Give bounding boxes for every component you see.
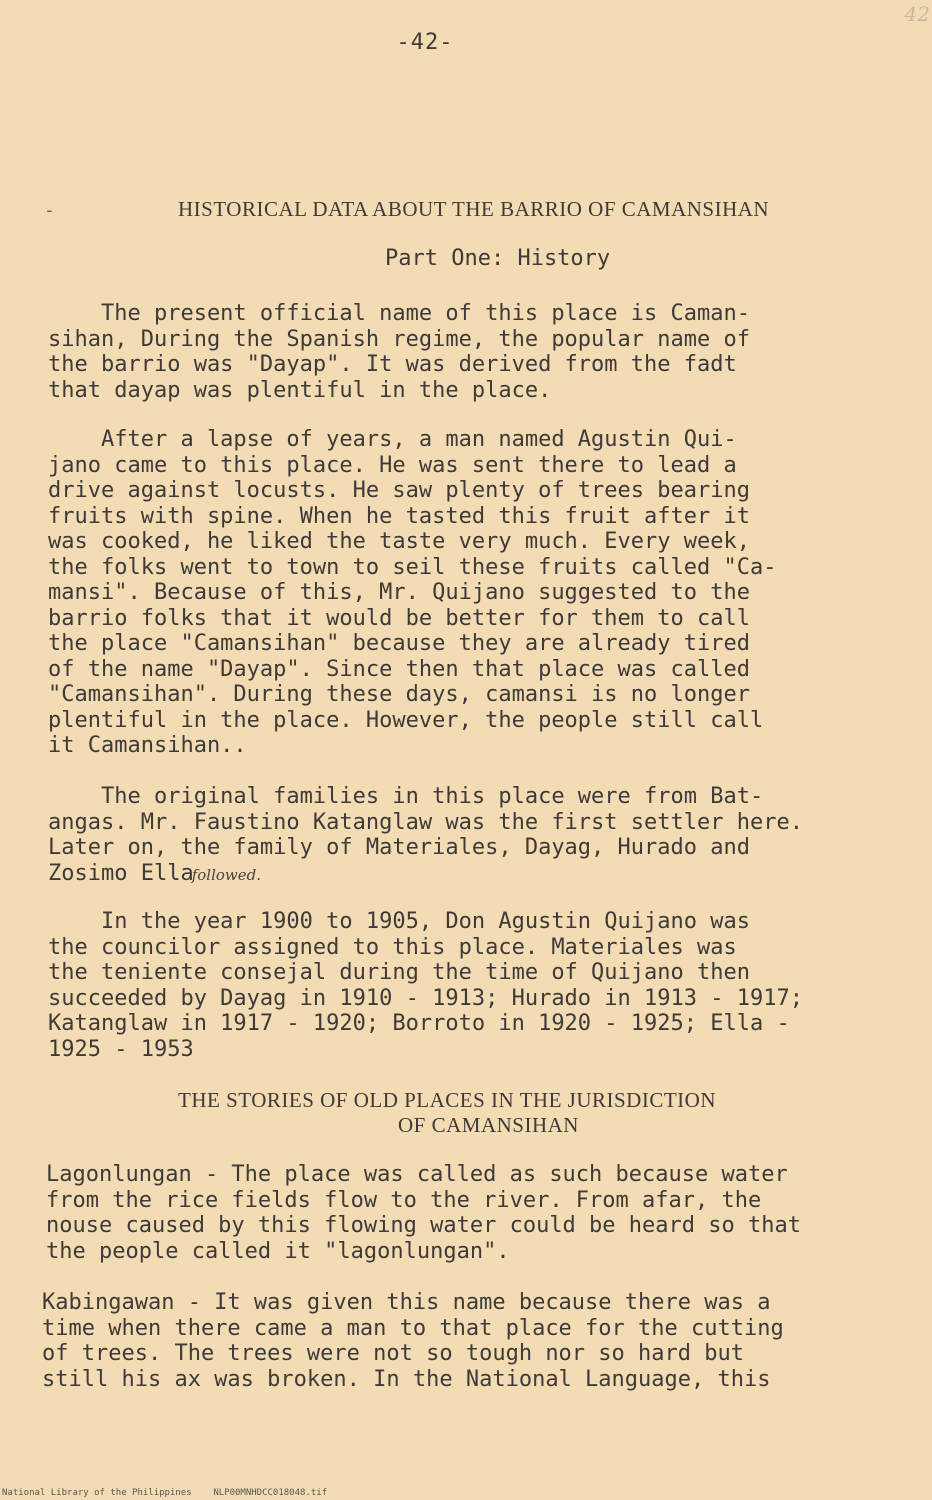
section-title-old-places [178, 1088, 716, 1138]
paragraph-original-families [48, 784, 908, 888]
document-title: HISTORICAL DATA ABOUT THE BARRIO OF CAMANSIHAN [178, 197, 770, 221]
page-number: -42- [396, 30, 454, 55]
section-title-line-1: THE STORIES OF OLD PLACES IN THE JURISDICTION [178, 1088, 716, 1112]
families-text: The original families in this place were from Bat- angas. Mr. Faustino Katanglaw was the first settler here. Later on, the family of Materiales, Dayag, Hurado and Zosimo Ella [48, 784, 803, 886]
paragraph-official-name: The present official name of this place is Caman- sihan, During the Spanish regime, the popular name of the barrio was "Dayap". It was derived from the fadt that dayap was plentiful in the place. [48, 301, 750, 403]
paragraph-councilors: In the year 1900 to 1905, Don Agustin Quijano was the councilor assigned to this place. Materiales was the teniente consejal during the time of Quijano then succeeded by Dayag in 1910 - 1913; Hurado in 1913 - 1917; Katanglaw in 1917 - 1920; Borroto in 1920 - 1925; Ella - 1925 - 1953 [48, 909, 803, 1062]
entry-lagonlungan: Lagonlungan - The place was called as such because water from the rice fields flow to the river. From afar, the nouse caused by this flowing water could be heard so that the people called it "lagonlungan". [46, 1162, 801, 1264]
margin-mark: - [44, 200, 55, 221]
handwritten-insert: followed. [191, 865, 261, 884]
part-heading: Part One: History [385, 246, 611, 271]
paragraph-name-origin: After a lapse of years, a man named Agustin Qui- jano came to this place. He was sent there to lead a drive against locusts. He saw plenty of trees bearing fruits with spine. When he tasted this fruit after it was cooked, he liked the taste very much. Every week, the folks went to town to seil these fruits called "Ca- mansi". Because of this, Mr. Quijano suggested to the barrio folks that it would be better for them to call the place "Camansihan" because they are already tired of the name "Dayap". Since then that place was called "Camansihan". During these days, camansi is no longer plentiful in the place. However, the people still call it Camansihan.. [48, 427, 777, 758]
section-title-line-2: OF CAMANSIHAN [398, 1113, 579, 1137]
entry-kabingawan: Kabingawan - It was given this name because there was a time when there came a man to that place for the cutting of trees. The trees were not so tough nor so hard but still his ax was broken. In the National Language, this [42, 1290, 784, 1392]
scan-footer: National Library of the Philippines NLP00MNHDCC018048.tif [2, 1488, 328, 1498]
corner-page-mark: 42 [904, 2, 930, 26]
